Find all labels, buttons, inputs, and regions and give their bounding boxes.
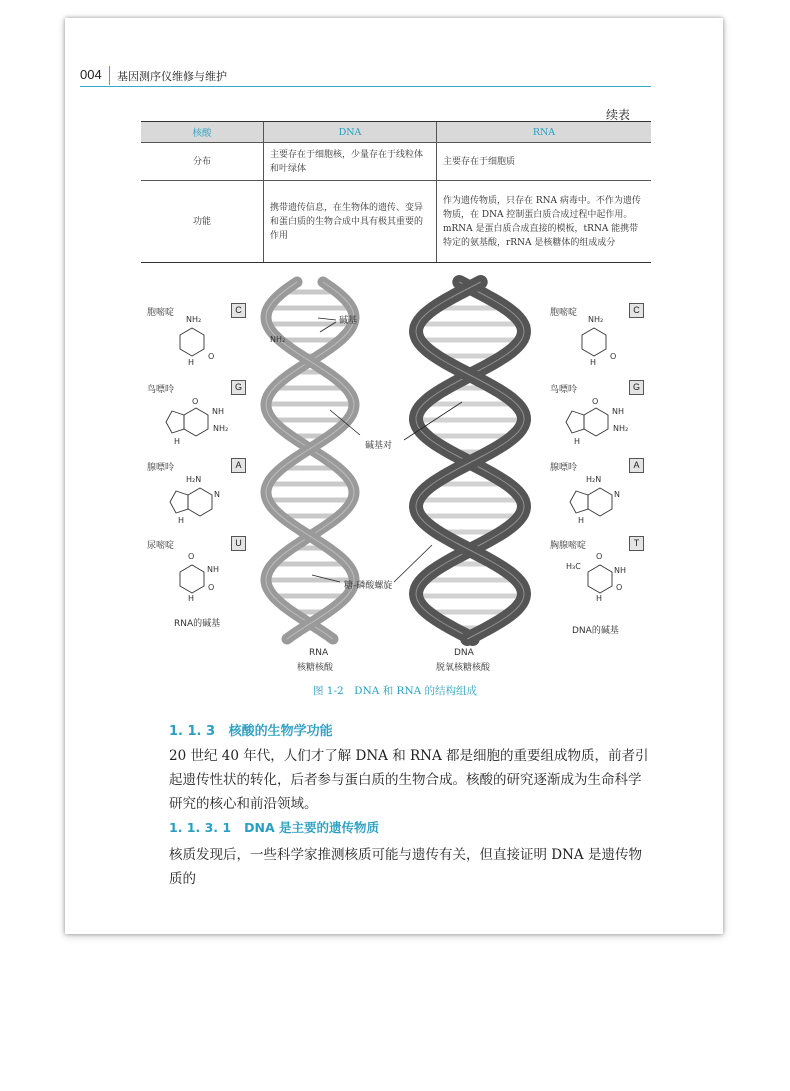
adenine-ring [170,491,188,513]
uracil-structure [180,565,204,593]
adenine-structure-right [588,488,612,516]
atom-label: N [614,490,620,499]
dna-cell: 携带遗传信息，在生物体的遗传、变异和蛋白质的生物合成中具有极其重要的作用 [264,181,437,263]
atom-label: H [188,358,195,367]
dna-backbone-strand [416,282,524,639]
atom-label: NH [614,566,626,575]
atom-label: NH₂ [613,424,629,433]
atom-label: O [192,397,199,406]
atom-label: O [610,352,617,361]
guanine-structure [184,408,208,436]
guanine-ring [166,411,184,433]
row-label: 分布 [141,143,264,181]
atom-label: NH [207,565,219,574]
base-name: 鸟嘌呤 [550,385,578,395]
base-letter-box: G [231,380,246,395]
column-header: RNA [437,122,652,143]
base-letter-box: T [629,536,644,551]
atom-label: H [188,594,195,603]
guanine-structure-right [584,408,608,436]
base-name: 胞嘧啶 [550,308,578,318]
base-letter-box: U [231,536,246,551]
base-letter-box: C [231,303,246,318]
thymine-structure [588,565,612,593]
atom-label: NH₂ [588,315,604,324]
section-number: 1. 1. 3 [169,724,216,739]
annotation-backbone: 糖-磷酸螺旋 [344,581,393,591]
atom-label: NH₂ [270,335,286,344]
rna-cell: 作为遗传物质，只存在 RNA 病毒中。不作为遗传物质，在 DNA 控制蛋白质合成过程中起作用。mRNA 是蛋白质合成直接的模板，tRNA 能携带特定的氨基酸，rRNA 是核糖体的组成成分 [437,181,652,263]
subsection-number: 1. 1. 3. 1 [169,820,232,835]
adenine-ring-right [570,491,588,513]
subsection-heading [169,818,379,836]
atom-label: H [596,594,603,603]
atom-label: O [208,583,215,592]
atom-label: NH [612,407,624,416]
atom-label: O [592,397,599,406]
dna-cell: 主要存在于细胞核，少量存在于线粒体和叶绿体 [264,143,437,181]
base-name: 胸腺嘧啶 [550,541,587,551]
atom-label: NH [212,407,224,416]
base-letter-box: G [629,380,644,395]
rna-label: RNA [309,648,329,658]
book-title: 基因测序仪维修与维护 [117,70,227,83]
annotation-base-pair: 碱基对 [365,441,393,451]
base-name: 尿嘧啶 [147,541,175,551]
atom-label: H [574,437,581,446]
atom-label: O [596,552,603,561]
base-letter-box: C [629,303,644,318]
base-name: 腺嘌呤 [147,463,175,473]
atom-label: NH₂ [186,315,202,324]
atom-label: NH₂ [213,424,229,433]
row-label: 功能 [141,181,264,263]
rna-sublabel: 核糖核酸 [297,663,334,673]
atom-label: N [214,490,220,499]
cytosine-structure [180,328,204,356]
column-header: 核酸 [141,122,264,143]
section-title: 核酸的生物学功能 [228,724,333,739]
dna-label: DNA [454,648,474,658]
figure-caption: 图 1-2 DNA 和 RNA 的结构组成 [312,685,478,697]
page-number: 004 [80,67,102,82]
atom-label: H [578,516,585,525]
dna-sublabel: 脱氧核糖核酸 [436,663,491,673]
column-header: DNA [264,122,437,143]
base-name: 鸟嘌呤 [147,385,175,395]
guanine-ring-right [566,411,584,433]
rna-bases-caption: RNA的碱基 [174,619,221,629]
atom-label: O [188,552,195,561]
dna-bases-caption: DNA的碱基 [572,626,619,636]
adenine-structure [188,488,212,516]
section-heading [169,720,333,739]
atom-label: H [174,437,181,446]
annotation-base: 碱基 [339,316,358,326]
atom-label: H₂N [186,475,202,484]
atom-label: O [616,583,623,592]
atom-label: O [208,352,215,361]
base-pointer [318,318,336,320]
subsection-title: DNA 是主要的遗传物质 [244,820,380,835]
atom-label: H₃C [566,562,581,571]
table-continued-label: 续表 [606,108,631,122]
atom-label: H [178,516,185,525]
body-paragraph: 20 世纪 40 年代，人们才了解 DNA 和 RNA 都是细胞的重要组成物质，前者引起遗传性状的转化，后者参与蛋白质的生物合成。核酸的研究逐渐成为生命科学研究的核心和前沿领域。 [169,748,649,812]
base-name: 胞嘧啶 [147,308,175,318]
base-letter-box: A [231,458,246,473]
cytosine-structure-right [582,328,606,356]
base-name: 腺嘌呤 [550,463,578,473]
body-paragraph: 核质发现后，一些科学家推测核质可能与遗传有关，但直接证明 DNA 是遗传物质的 [169,847,642,887]
dna-helix [416,282,524,639]
atom-label: H₂N [586,475,602,484]
atom-label: H [590,358,597,367]
rna-cell: 主要存在于细胞质 [437,143,652,181]
base-letter-box: A [629,458,644,473]
